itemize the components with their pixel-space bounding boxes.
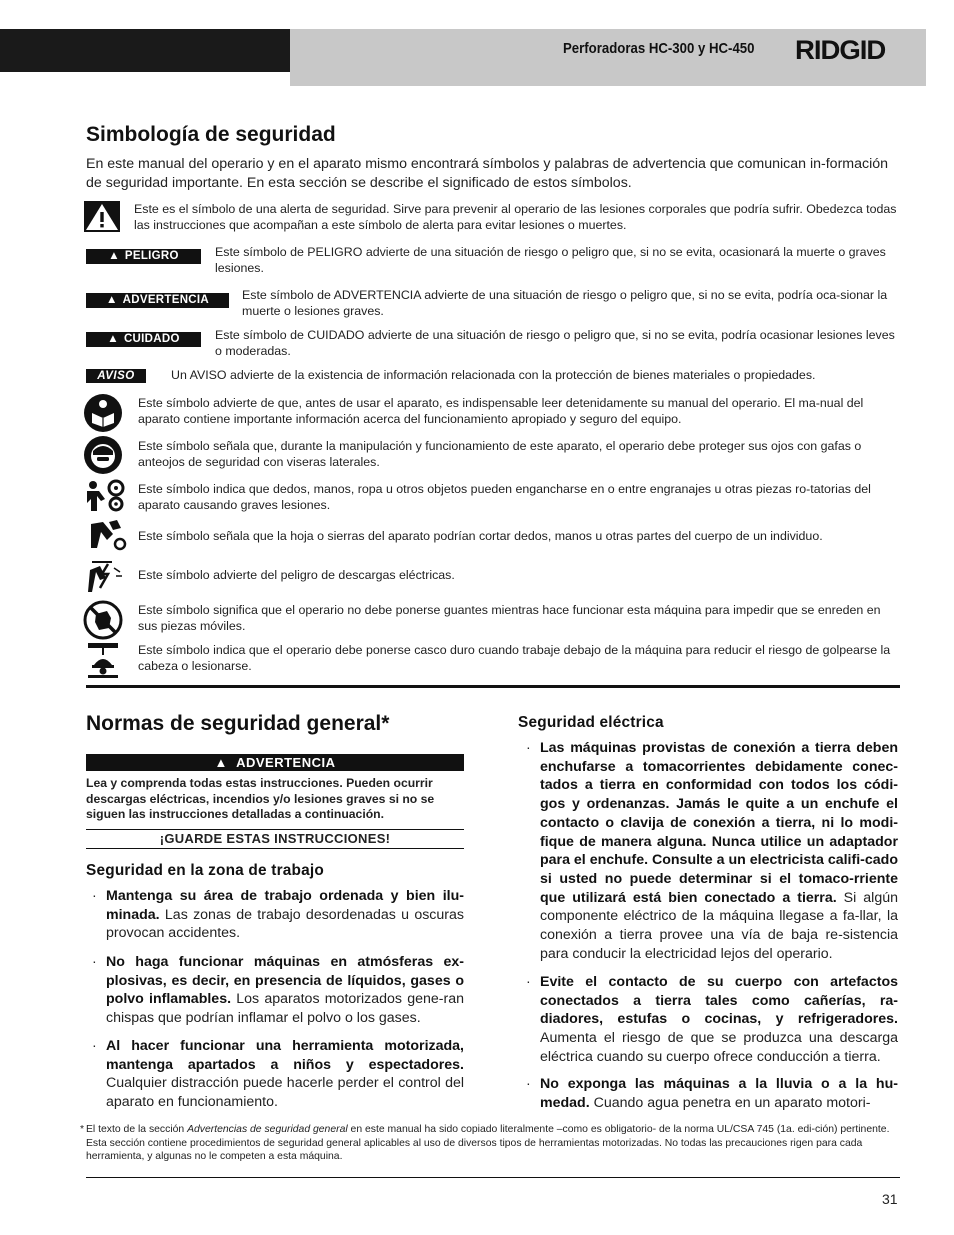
- no-gloves-icon: [83, 600, 123, 640]
- footer-rule: [86, 1177, 900, 1178]
- aviso-text: Un AVISO advierte de la existencia de información relacionada con la protección de bienes materiales o propiedades.: [171, 368, 816, 382]
- list-item: [92, 887, 464, 943]
- logo-text: RIDGID: [795, 35, 886, 65]
- electric-shock-icon: [86, 558, 126, 594]
- electrical-safety-heading: Seguridad eléctrica: [518, 714, 664, 731]
- safety-symbols-intro: En este manual del operario y en el aparato mismo encontrará símbolos y palabras de advertencia que comunican in-formación de seguridad importante. En esta sección se describe el significado de estos símbolos.: [86, 156, 889, 191]
- warning-triangle-icon: ▲: [105, 294, 118, 306]
- shock-text: Este símbolo advierte del peligro de descargas eléctricas.: [138, 568, 455, 582]
- safety-symbols-heading: Simbología de seguridad: [86, 123, 336, 146]
- gears-text: Este símbolo indica que dedos, manos, ropa u otros objetos pueden engancharse en o entre engranajes u otras piezas ro-tatorias del aparato causando graves lesiones.: [138, 482, 871, 512]
- list-item: [92, 953, 465, 1028]
- item-text: Cuando agua penetra en un aparato motori-: [589, 1094, 871, 1111]
- rotating-gears-icon: [83, 477, 127, 515]
- footnote-pre: El texto de la sección: [86, 1124, 188, 1135]
- general-safety-heading: Normas de seguridad general*: [86, 712, 390, 735]
- alert-triangle-icon: [84, 201, 120, 232]
- list-item: [92, 1037, 464, 1112]
- peligro-label: PELIGRO: [124, 250, 179, 262]
- header-title: Perforadoras HC-300 y HC-450: [563, 40, 755, 57]
- item-bold: Las máquinas provistas de conexión a tierra deben enchufarse a tomacorrientes debidamente conec-tados a tierra en conformidad con todos los códi-gos y ordenanzas. Jamás le quite a un enchufe el contacto o clavija de conexión a tierra, ni lo modi-fique de manera alguna. Nunca utilice un adaptador para el enchufe. Consulte a un electricista califi-cado si usted no puede determinar si el tomaco-rriente que utilizará está bien conectado a tierra.: [540, 740, 898, 906]
- read-manual-icon: [83, 393, 123, 433]
- hardhat-text: Este símbolo indica que el operario debe ponerse casco duro cuando trabaje debajo de la máquina para reducir el riesgo de golpearse la cabeza o lesionarse.: [138, 643, 891, 673]
- item-bold: No haga funcionar máquinas en atmósferas ex-plosivas, es decir, en presencia de líquidos, gases o polvo inflamables.: [106, 954, 464, 1008]
- safety-goggles-icon: [83, 435, 123, 475]
- footnote-italic: Advertencias de seguridad general: [187, 1124, 348, 1135]
- item-bold: Mantenga su área de trabajo ordenada y bien ilu-minada.: [106, 888, 464, 923]
- item-bold: Al hacer funcionar una herramienta motorizada, mantenga apartados a niños y espectadores.: [106, 1038, 464, 1073]
- peligro-badge: [86, 249, 201, 264]
- advertencia-text: Este símbolo de ADVERTENCIA advierte de una situación de riesgo o peligro que, si no se evita, podría oca-sionar la muerte o lesiones graves.: [242, 288, 888, 318]
- cutting-blade-icon: [87, 518, 127, 554]
- bullet-icon: ·: [526, 1076, 531, 1092]
- list-item: [526, 973, 898, 1067]
- goggles-text: Este símbolo señala que, durante la manipulación y funcionamiento de este aparato, el operario debe proteger sus ojos con gafas o anteojos de seguridad con viseras laterales.: [138, 439, 862, 469]
- item-text: Si algún componente eléctrico de la máquina llegase a fa-llar, la conexión a tierra provee una vía de baja re-sistencia para conducir la electricidad lejos del operario.: [540, 889, 898, 962]
- warning-triangle-icon: ▲: [107, 333, 119, 345]
- bullet-icon: ·: [92, 954, 97, 970]
- footnote-post: en este manual ha sido copiado literalmente –como es obligatorio- de la norma UL/CSA 745 (1a. edi-ción) pertinente. Esta sección contiene procedimientos de seguridad general aplicables al uso de diversos tipos de herramientas motorizadas. No todas las precauciones rigen para cada herramienta, y algunas no le competen a esta máquina.: [86, 1124, 890, 1162]
- advertencia-warning-bar: [86, 754, 464, 771]
- alert-symbol-text: Este es el símbolo de una alerta de seguridad. Sirve para prevenir al operario de las lesiones corporales que podría sufrir. Obedezca todas las instrucciones que acompañan a este símbolo de alerta para evitar lesiones o muertes.: [134, 202, 897, 232]
- peligro-text: Este símbolo de PELIGRO advierte de una situación de riesgo o peligro que, si no se evita, ocasionará la muerte o graves lesiones.: [215, 245, 886, 275]
- blade-text: Este símbolo señala que la hoja o sierras del aparato podrían cortar dedos, manos u otras partes del cuerpo de un individuo.: [138, 529, 823, 543]
- list-item: [526, 739, 898, 963]
- bullet-icon: ·: [92, 888, 97, 904]
- footnote: [80, 1123, 900, 1164]
- item-bold: Evite el contacto de su cuerpo con artefactos conectados a tierra tales como cañerías, ra-diadores, estufas o cocinas, y refrigeradores.: [540, 974, 898, 1028]
- cuidado-label: CUIDADO: [123, 333, 180, 345]
- gloves-text: Este símbolo significa que el operario no debe ponerse guantes mientras hace funcionar esta máquina para impedir que se enreden en sus piezas móviles.: [138, 603, 881, 633]
- page-number: 31: [882, 1191, 898, 1207]
- advertencia-bar-label: ADVERTENCIA: [236, 755, 336, 770]
- cuidado-text: Este símbolo de CUIDADO advierte de una situación de riesgo o peligro que, si no se evita, podría ocasionar lesiones leves o moderadas.: [215, 328, 895, 358]
- save-instructions-banner: ¡GUARDE ESTAS INSTRUCCIONES!: [86, 829, 464, 849]
- warning-triangle-icon: ▲: [108, 250, 120, 262]
- section-divider: [86, 685, 900, 688]
- item-text: Cualquier distracción puede hacerle perder el control del aparato en funcionamiento.: [106, 1075, 464, 1111]
- advertencia-label: ADVERTENCIA: [122, 294, 210, 306]
- item-text: Aumenta el riesgo de que se produzca una descarga eléctrica cuando su cuerpo ofrece conducción a tierra.: [540, 1030, 898, 1065]
- manual-text: Este símbolo advierte de que, antes de usar el aparato, es indispensable leer detenidamente su manual del operario. El ma-nual del aparato contiene importante información acerca del funcionamiento apropiado y seguro del equipo.: [138, 396, 864, 426]
- bullet-icon: ·: [92, 1038, 97, 1054]
- footnote-star: *: [80, 1124, 85, 1135]
- header-black-bar: [0, 29, 290, 72]
- work-area-heading: Seguridad en la zona de trabajo: [86, 862, 324, 879]
- list-item: [526, 1075, 898, 1112]
- bullet-icon: ·: [526, 974, 531, 990]
- aviso-badge: AVISO: [86, 369, 146, 383]
- advertencia-badge: [86, 293, 229, 308]
- cuidado-badge: [86, 332, 201, 347]
- ridgid-logo: [795, 36, 901, 64]
- item-text: Los aparatos motorizados gene-ran chispas que podrían inflamar el polvo o los gases.: [106, 991, 465, 1027]
- item-bold: No exponga las máquinas a la lluvia o a la hu-medad.: [540, 1076, 898, 1111]
- hard-hat-icon: [86, 641, 122, 679]
- item-text: Las zonas de trabajo desordenadas u oscuras provocan accidentes.: [106, 906, 464, 942]
- warning-triangle-icon: ▲: [214, 755, 228, 770]
- bullet-icon: ·: [526, 740, 531, 756]
- warning-body: Lea y comprenda todas estas instrucciones. Pueden ocurrir descargas eléctricas, incendios y/o lesiones graves si no se siguen las instrucciones detalladas a continuación.: [86, 776, 435, 821]
